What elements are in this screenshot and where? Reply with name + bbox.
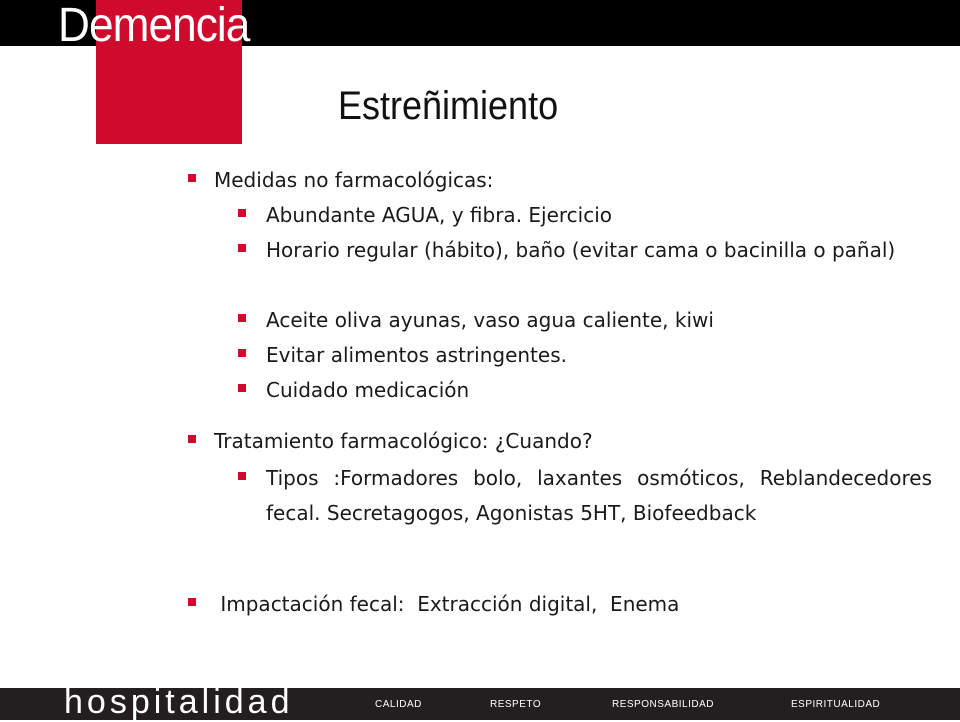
bullet-text: Impactación fecal: Extracción digital, Enema [214,592,680,616]
bullet-square-icon [188,174,196,182]
bullet-text: Tratamiento farmacológico: ¿Cuando? [214,429,593,453]
bullet-square-icon [238,209,246,217]
footer-value-responsabilidad: RESPONSABILIDAD [612,699,714,710]
bullet-text: Aceite oliva ayunas, vaso agua caliente, kiwi [266,308,714,332]
footer-logo: hospitalidad [64,683,294,721]
footer-value-respeto: RESPETO [490,699,542,710]
bullet-square-icon [238,314,246,322]
bullet-square-icon [238,384,246,392]
page-title: Estreñimiento [338,84,559,128]
footer-bar [0,683,960,721]
footer-value-espiritualidad: ESPIRITUALIDAD [791,699,881,710]
footer-value-calidad: CALIDAD [375,699,422,710]
bullet-text: Cuidado medicación [266,378,470,402]
bullet-square-icon [188,435,196,443]
bullet-text: Medidas no farmacológicas: [214,168,494,192]
bullet-text: Abundante AGUA, y fibra. Ejercicio [266,203,613,227]
bullet-square-icon [238,244,246,252]
bullet-text: Horario regular (hábito), baño (evitar cama o bacinilla o pañal) [266,238,896,262]
bullet-square-icon [188,598,196,606]
brand-title: Demencia [58,0,250,52]
bullet-text: Tipos :Formadores bolo, laxantes osmóticos, Reblandecedores fecal. Secretagogos, Agonistas 5HT, Biofeedback [266,466,932,525]
bullet-square-icon [238,472,246,480]
bullet-text: Evitar alimentos astringentes. [266,343,567,367]
bullet-square-icon [238,349,246,357]
